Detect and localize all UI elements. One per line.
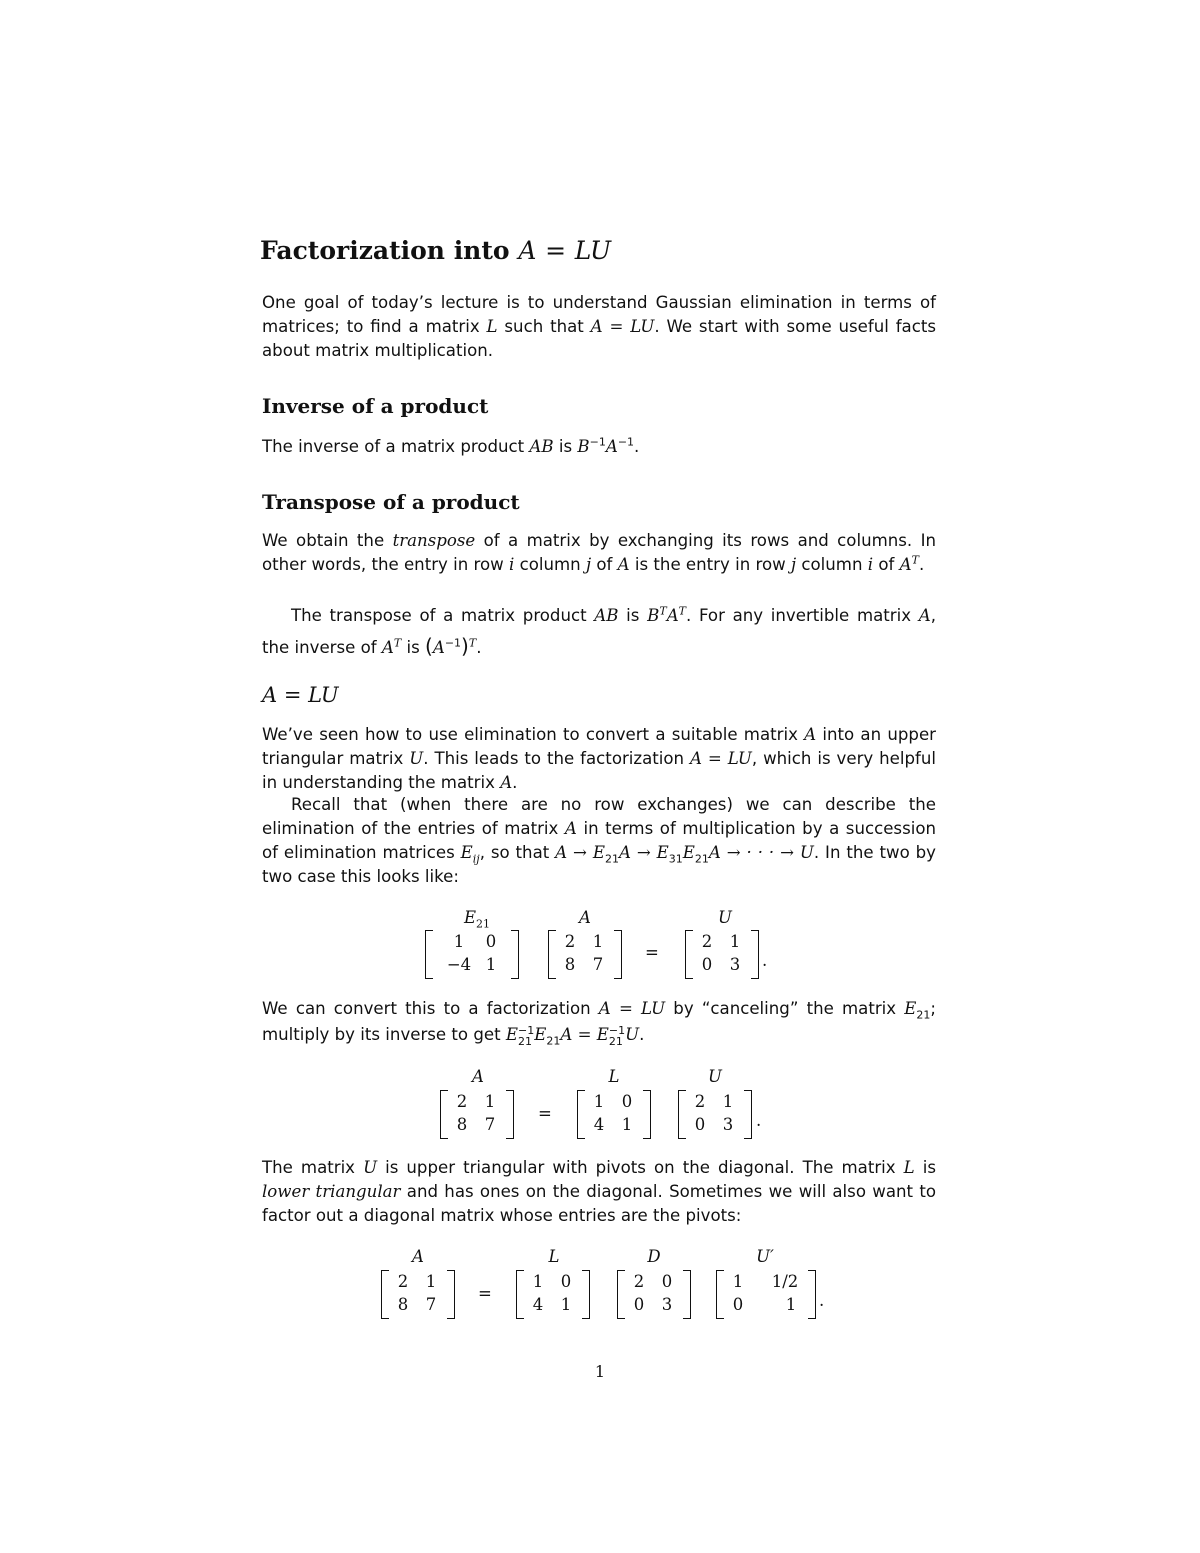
matrix-a: 2 1 8 7	[440, 1090, 514, 1140]
label-a: A	[579, 908, 591, 927]
transpose-paragraph-1: We obtain the transpose of a matrix by exchanging its rows and columns. In other words, the entry in row i column j of A is the entry in row j column i of $A^T$.	[262, 531, 936, 574]
equals-sign: =	[478, 1284, 492, 1303]
matrix-a: 2 1 8 7	[381, 1270, 455, 1320]
intro-paragraph: One goal of today’s lecture is to understand Gaussian elimination in terms of matrices; to find a matrix L such that A = LU. We start with some useful facts about matrix multiplication.	[262, 293, 936, 360]
label-e21: $E_{21}$	[463, 908, 491, 931]
matrix-u: 2 1 0 3	[685, 930, 759, 980]
title-equals: =	[545, 236, 567, 265]
heading-transpose-of-product: Transpose of a product	[262, 490, 520, 514]
alu-paragraph-3: We can convert this to a factorization A = LU by “canceling” the matrix $E_{21}$; multiply by its inverse to get E −1 21 $E_{21}A = E$ −1 21 U.	[262, 999, 936, 1048]
heading-a-equals-lu: A = LU	[262, 683, 339, 707]
matrix-a: 2 1 8 7	[548, 930, 622, 980]
alu-paragraph-2: Recall that (when there are no row exchanges) we can describe the elimination of the entries of matrix A in terms of multiplication by a succession of elimination matrices $E_{ij}$, so that $A \to E_{21}A \to E_{31}E_{21}A$ → · · · → U. In the two by two case this looks like:	[262, 795, 936, 886]
heading-inverse-of-product: Inverse of a product	[262, 394, 489, 418]
label-l: L	[608, 1067, 620, 1086]
label-u: U	[718, 908, 732, 927]
inverse-paragraph: The inverse of a matrix product AB is $B^{-1}A^{-1}$.	[262, 435, 640, 456]
matrix-u-prime: 1 1/2 0 1	[716, 1270, 816, 1320]
equation-period: .	[756, 1111, 762, 1130]
matrix-d: 2 0 0 3	[617, 1270, 691, 1320]
title-math-lu: LU	[574, 236, 612, 265]
alu-paragraph-4: The matrix U is upper triangular with pivots on the diagonal. The matrix L is lower triangular and has ones on the diagonal. Sometimes we will also want to factor out a diagonal matrix whose entries are the pivots:	[262, 1158, 937, 1225]
equation-period: .	[762, 951, 768, 970]
title-text: Factorization into	[260, 236, 510, 265]
label-u: U	[708, 1067, 722, 1086]
title-math-a: A	[518, 236, 537, 265]
matrix-l: 1 0 4 1	[516, 1270, 590, 1320]
equals-sign: =	[645, 943, 659, 962]
label-a: A	[472, 1067, 484, 1086]
equation-period: .	[819, 1291, 825, 1310]
transpose-paragraph-2: The transpose of a matrix product AB is $B^TA^T$. For any invertible matrix A, the inverse of $A^T$ is $(A^{-1})^T$.	[262, 604, 936, 658]
alu-paragraph-1: We’ve seen how to use elimination to convert a suitable matrix A into an upper triangular matrix U. This leads to the factorization A = LU, which is very helpful in understanding the matrix A.	[262, 725, 936, 792]
matrix-u: 2 1 0 3	[678, 1090, 752, 1140]
label-u-prime: U′	[756, 1247, 774, 1266]
equals-sign: =	[538, 1104, 552, 1123]
matrix-l: 1 0 4 1	[577, 1090, 651, 1140]
matrix-e21: 1 0 −4 1	[425, 930, 519, 980]
page-number: 1	[594, 1362, 606, 1381]
page-title	[260, 236, 611, 265]
label-d: D	[647, 1247, 661, 1266]
label-a: A	[412, 1247, 424, 1266]
label-l: L	[548, 1247, 560, 1266]
